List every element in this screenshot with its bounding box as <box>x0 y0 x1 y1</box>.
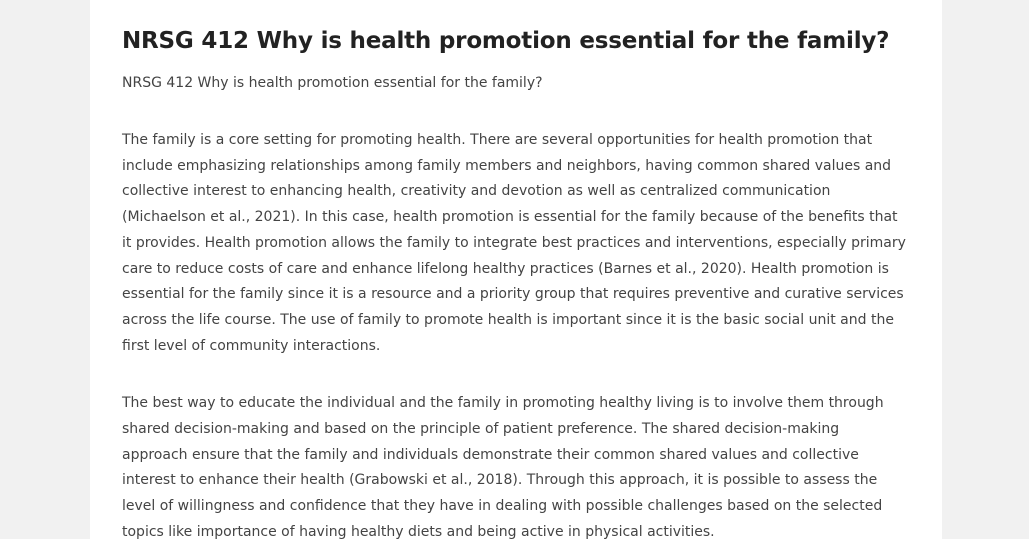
article-paragraph-2: The best way to educate the individual and the family in promoting healthy living is to involve them through shared decision-making and based on the principle of patient preference. The shared decision-making approach ensure that the family and individuals demonstrate their common shared values and collective interest to enhance their health (Grabowski et al., 2018). Through this approach, it is possible to assess the level of willingness and confidence that they have in dealing with possible challenges based on the selected topics like importance of having healthy diets and being active in physical activities. <box>122 395 884 539</box>
article-page <box>90 0 942 539</box>
article-paragraph-1: The family is a core setting for promoting health. There are several opportunities for health promotion that include emphasizing relationships among family members and neighbors, having common shared values and collective interest to enhancing health, creativity and devotion as well as centralized communication (Michaelson et al., 2021). In this case, health promotion is essential for the family because of the benefits that it provides. Health promotion allows the family to integrate best practices and interventions, especially primary care to reduce costs of care and enhance lifelong healthy practices (Barnes et al., 2020). Health promotion is essential for the family since it is a resource and a priority group that requires preventive and curative services across the life course. The use of family to promote health is important since it is the basic social unit and the first level of community interactions. <box>122 132 906 354</box>
article-subtitle: NRSG 412 Why is health promotion essential for the family? <box>122 75 543 91</box>
article-title: NRSG 412 Why is health promotion essential for the family? <box>122 28 890 54</box>
article-content <box>122 24 908 539</box>
